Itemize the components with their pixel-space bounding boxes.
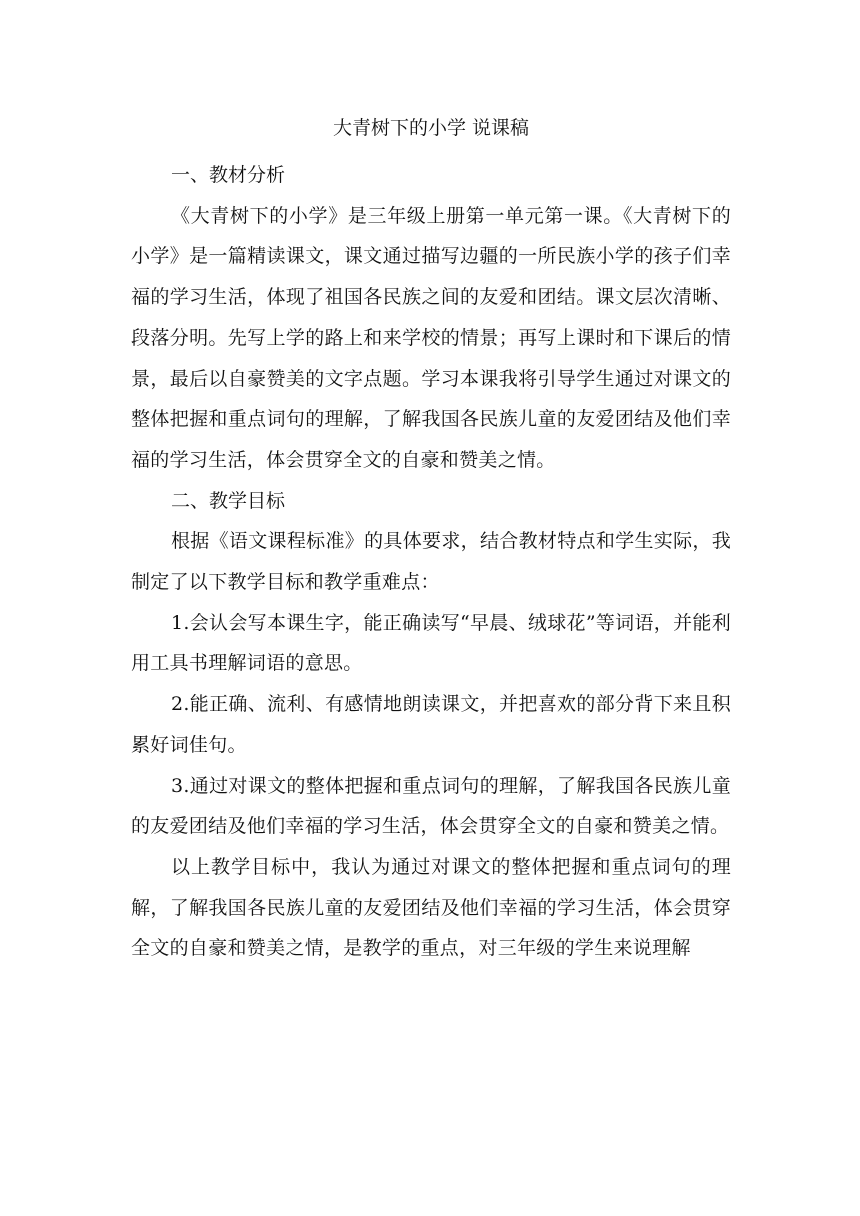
objective-item-1: 1.会认会写本课生字，能正确读写“早晨、绒球花”等词语，并能利用工具书理解词语的意思。: [131, 611, 731, 675]
section-heading-textbook-analysis: 一、教材分析: [171, 164, 286, 186]
section-heading-teaching-objectives: 二、教学目标: [171, 489, 286, 512]
objective-item-3: 3.通过对课文的整体把握和重点词句的理解，了解我国各民族儿童的友爱团结及他们幸福的学习生活，体会贯穿全文的自豪和赞美之情。: [131, 774, 731, 838]
document-body: [131, 112, 731, 969]
document-title: 大青树下的小学 说课稿: [332, 117, 530, 139]
textbook-analysis-paragraph: 《大青树下的小学》是三年级上册第一单元第一课。《大青树下的小学》是一篇精读课文，课文通过描写边疆的一所民族小学的孩子们幸福的学习生活，体现了祖国各民族之间的友爱和团结。课文层次清晰、段落分明。先写上学的路上和来学校的情景；再写上课时和下课后的情景，最后以自豪赞美的文字点题。学习本课我将引导学生通过对课文的整体把握和重点词句的理解，了解我国各民族儿童的友爱团结及他们幸福的学习生活，体会贯穿全文的自豪和赞美之情。: [131, 204, 731, 471]
objectives-summary-paragraph: 以上教学目标中，我认为通过对课文的整体把握和重点词句的理解，了解我国各民族儿童的友爱团结及他们幸福的学习生活，体会贯穿全文的自豪和赞美之情，是教学的重点，对三年级的学生来说理解: [131, 855, 731, 960]
objective-item-2: 2.能正确、流利、有感情地朗读课文，并把喜欢的部分背下来且积累好词佳句。: [131, 693, 731, 756]
objectives-intro-paragraph: 根据《语文课程标准》的具体要求，结合教材特点和学生实际，我制定了以下教学目标和教学重难点：: [131, 530, 731, 594]
